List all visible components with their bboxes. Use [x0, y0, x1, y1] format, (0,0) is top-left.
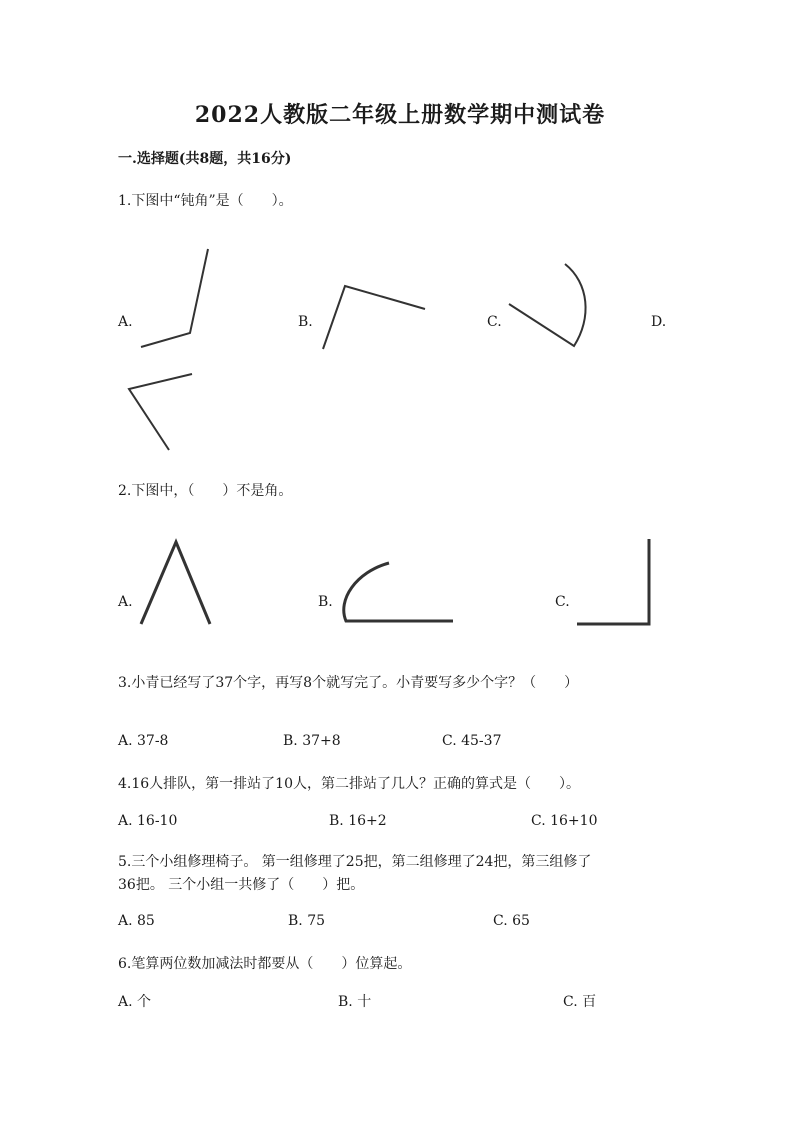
- question-6-option-c[interactable]: C. 百: [563, 994, 597, 1010]
- question-1-option-d[interactable]: D.: [651, 314, 667, 330]
- question-6-stem: 6.笔算两位数加减法时都要从（ ）位算起。: [118, 956, 412, 972]
- section-heading: 一.选择题(共8题，共16分): [118, 151, 292, 167]
- question-1-option-c[interactable]: C.: [487, 314, 502, 330]
- question-2-stem: 2.下图中，（ ）不是角。: [118, 483, 293, 499]
- question-3-option-a[interactable]: A. 37-8: [118, 733, 169, 749]
- q1-figure-b-angle: [323, 286, 425, 349]
- question-4-stem: 4.16人排队，第一排站了10人，第二排站了几人？正确的算式是（ ）。: [118, 776, 580, 792]
- q2-figure-b-curve: [344, 563, 453, 621]
- question-4-option-b[interactable]: B. 16+2: [329, 813, 387, 829]
- q2-figure-c-angle: [577, 539, 649, 624]
- question-5-stem-line-1: 5.三个小组修理椅子。 第一组修理了25把，第二组修理了24把，第三组修了: [118, 854, 592, 870]
- question-3-option-b[interactable]: B. 37+8: [283, 733, 341, 749]
- question-3-option-c[interactable]: C. 45-37: [442, 733, 502, 749]
- q1-figure-d-angle: [129, 374, 192, 450]
- question-6-option-b[interactable]: B. 十: [338, 994, 372, 1010]
- q1-figure-c-curve: [509, 264, 586, 346]
- question-2-option-a[interactable]: A.: [118, 594, 133, 610]
- question-1-option-b[interactable]: B.: [298, 314, 313, 330]
- question-5-stem-line-2: 36把。 三个小组一共修了（ ）把。: [118, 877, 365, 893]
- question-1-stem: 1.下图中“钝角”是（ ）。: [118, 193, 293, 209]
- question-5-option-b[interactable]: B. 75: [288, 913, 326, 929]
- page-title: 2022人教版二年级上册数学期中测试卷: [194, 102, 606, 128]
- question-1-option-a[interactable]: A.: [118, 314, 133, 330]
- question-5-option-c[interactable]: C. 65: [493, 913, 530, 929]
- question-6-option-a[interactable]: A. 个: [118, 994, 152, 1010]
- q2-figure-a-angle: [141, 542, 210, 624]
- question-3-stem: 3.小青已经写了37个字，再写8个就写完了。小青要写多少个字？（ ）: [118, 675, 579, 691]
- q1-figure-a-angle: [141, 249, 208, 347]
- question-4-option-c[interactable]: C. 16+10: [531, 813, 598, 829]
- question-2-option-b[interactable]: B.: [318, 594, 333, 610]
- question-5-option-a[interactable]: A. 85: [118, 913, 155, 929]
- question-2-option-c[interactable]: C.: [555, 594, 570, 610]
- question-4-option-a[interactable]: A. 16-10: [118, 813, 178, 829]
